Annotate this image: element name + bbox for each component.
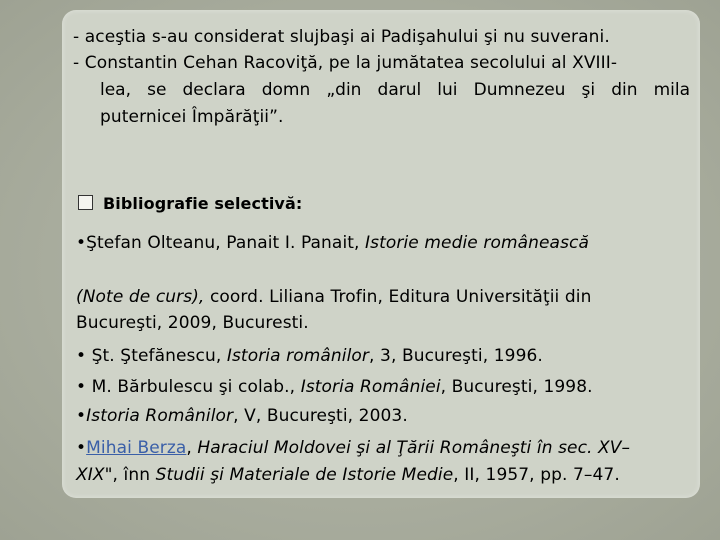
intro-line-4: puternicei Împărăţii”. [100,107,284,127]
bullet: • [76,377,87,397]
bib-entry-1-line-2 [76,287,591,307]
bib-entry-1-author: Ştefan Olteanu, Panait I. Panait, [86,233,366,253]
bib-entry-1-publisher: coord. Liliana Trofin, Editura Universităţii din [204,287,592,307]
bib-entry-1-line-3: Bucureşti, 2009, Bucuresti. [76,313,309,333]
intro-line-1: - aceştia s-au considerat slujbaşi ai Padişahului şi nu suverani. [73,27,610,47]
bib-entry-4-rest: , V, Bucureşti, 2003. [233,406,408,426]
bib-entry-5-mid: , înn [112,465,156,485]
bib-entry-3-author: M. Bărbulescu şi colab., [86,377,301,397]
bib-entry-5-journal: Studii şi Materiale de Istorie Medie [155,465,454,485]
bib-entry-3-rest: , Bucureşti, 1998. [440,377,593,397]
bullet: • [76,406,87,426]
square-bullet-icon [78,195,93,210]
author-link[interactable]: Mihai Berza [86,438,187,458]
bib-entry-5-line-2 [76,465,620,485]
bib-entry-1-line-1 [76,233,589,253]
bib-entry-1-title-cont: (Note de curs), [76,287,205,307]
bullet: • [76,346,87,366]
bullet: • [76,233,87,253]
bib-entry-2-author: Şt. Ştefănescu, [86,346,227,366]
bib-entry-5-title-cont: XIX" [76,465,113,485]
bib-entry-5-line-1 [76,438,630,458]
bib-entry-5-title: Haraciul Moldovei şi al Ţării Româneşti în sec. XV– [197,438,631,458]
bib-entry-2-title: Istoria românilor [226,346,370,366]
bib-entry-4 [76,406,408,426]
bib-entry-2-rest: , 3, Bucureşti, 1996. [369,346,543,366]
bib-entry-4-title: Istoria Românilor [86,406,234,426]
intro-line-2: - Constantin Cehan Racoviţă, pe la jumătatea secolului al XVIII- [73,53,618,73]
bib-entry-3 [76,377,593,397]
bullet: • [76,438,87,458]
bib-entry-5-rest: , II, 1957, pp. 7–47. [453,465,620,485]
bib-entry-3-title: Istoria României [300,377,441,397]
bib-entry-5-sep: , [186,438,198,458]
bibliography-heading-text: Bibliografie selectivă: [103,194,303,213]
bib-entry-2 [76,346,543,366]
intro-line-3: lea, se declara domn „din darul lui Dumnezeu şi din mila [100,80,690,100]
bib-entry-1-title: Istorie medie românească [365,233,589,253]
bibliography-heading [78,194,302,213]
